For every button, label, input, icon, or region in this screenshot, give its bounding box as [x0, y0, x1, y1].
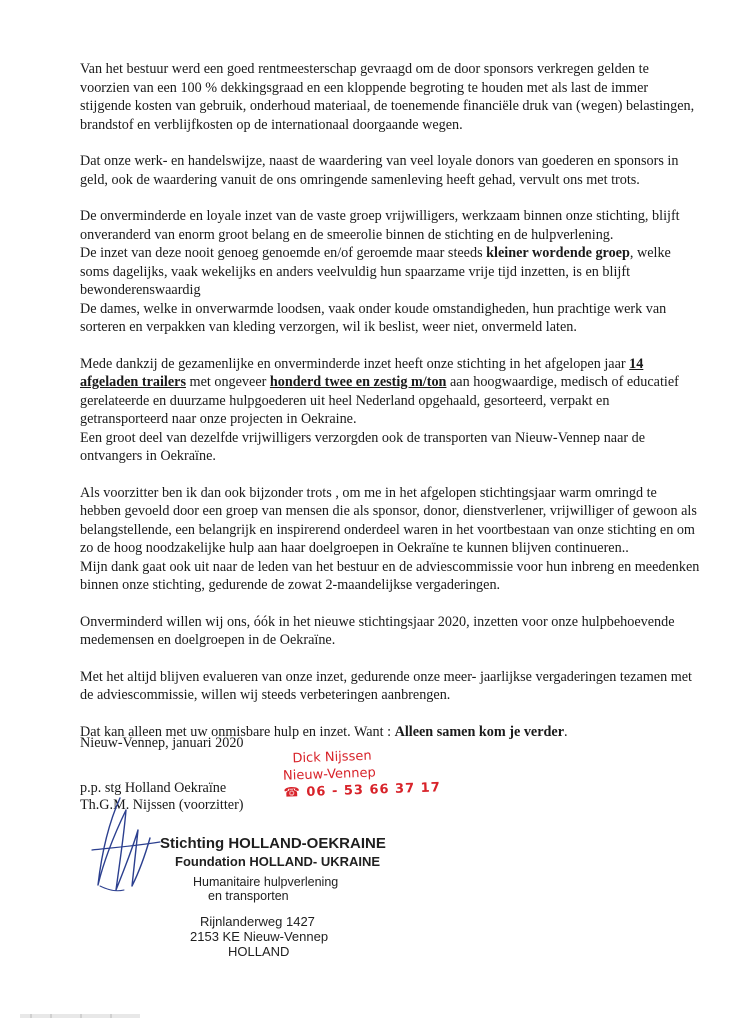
stamp-name: Dick Nijssen: [292, 748, 372, 767]
letter-body: [80, 60, 700, 759]
stamp-title: Stichting HOLLAND-OEKRAINE: [160, 835, 386, 852]
stamp-phone: ☎ 06 - 53 66 37 17: [283, 780, 442, 801]
stamp-postcode: 2153 KE Nieuw-Vennep: [190, 929, 329, 944]
emphasis-trailers: 14 afgeladen trailers: [80, 355, 644, 390]
paragraph-new-year: Onverminderd willen wij ons, óók in het nieuwe stichtingsjaar 2020, inzetten voor onze hulpbehoevende medemensen en doelgroepen in de Oekraïne.: [80, 613, 675, 648]
paragraph-chairman: Als voorzitter ben ik dan ook bijzonder trots , om me in het afgelopen stichtingsjaar warm omringd te hebben gevoeld door een groep van mensen die als sponsor, donor, dienstverlener, vrijwilliger of gewoon als belangstellende, een belangrijk en inspirerend onderdeel waren in het voortbestaan van onze stichting en om zo de hoog noodzakelijke hulp aan haar doelgroepen in Oekraïne te kunnen blijven continueren..: [80, 484, 697, 556]
handwritten-signature: [80, 790, 200, 900]
stamp-subtitle: Foundation HOLLAND- UKRAINE: [175, 854, 381, 869]
paragraph-funding: Van het bestuur werd een goed rentmeesterschap gevraagd om de door sponsors verkregen gelden te voorzien van een 100 % dekkingsgraad en een kloppende begroting te houden met als last de immer stijgende kosten van gebruik, onderhoud materiaal, de toenemende financiële druk van (wegen) belastingen, brandstof en verblijfkosten op de internationaal doorgaande wegen.: [80, 61, 695, 133]
scan-edge-mark: [20, 1012, 140, 1020]
red-contact-stamp: [282, 745, 441, 801]
stamp-activity: Humanitaire hulpverlening: [193, 875, 339, 889]
emphasis-smaller-group: kleiner wordende groep: [486, 245, 630, 261]
paragraph-appreciation: Dat onze werk- en handelswijze, naast de waardering van veel loyale donors van goederen en sponsors in geld, ook de waardering vanuit de ons omringende samenleving heeft gehad, vervult ons met trots.: [80, 153, 679, 188]
place-date: Nieuw-Vennep, januari 2020: [80, 735, 244, 751]
stamp-street: Rijnlanderweg 1427: [200, 914, 315, 929]
paragraph-volunteer-group: De inzet van deze nooit genoeg genoemde en/of geroemde maar steeds kleiner wordende groep, welke soms dagelijks, vaak wekelijks en anders veelvuldig hun spaarzame vrije tijd inzetten, is en blijft bewonderenswaardig: [80, 245, 671, 298]
phone-icon: ☎: [283, 784, 307, 801]
emphasis-tonnage: honderd twee en zestig m/ton: [269, 374, 447, 390]
stamp-country: HOLLAND: [228, 944, 290, 959]
paragraph-transports: Een groot deel van dezelfde vrijwilligers verzorgden ook de transporten van Nieuw-Vennep naar de ontvangers in Oekraïne.: [80, 429, 646, 464]
paragraph-trailers: Mede dankzij de gezamenlijke en onverminderde inzet heeft onze stichting in het afgelopen jaar 14 afgeladen trailers met ongeveer honderd twee en zestig m/ton aan hoogwaardige, medisch of educatief gerelateerde en duurzame hulpgoederen uit heel Nederland opgehaald, gesorteerd, verpakt en getransporteerd naar onze projecten in Oekraine.: [80, 355, 679, 427]
paragraph-evaluation: Met het altijd blijven evalueren van onze inzet, gedurende onze meer- jaarlijkse vergaderingen tezamen met de adviescommissie, willen wij steeds verbeteringen aanbrengen.: [80, 668, 693, 703]
paragraph-thanks-board: Mijn dank gaat ook uit naar de leden van het bestuur en de adviescommissie voor hun inbreng en meedenken binnen onze stichting, gedurende de zowat 2-maandelijkse vergaderingen.: [80, 558, 700, 593]
signoff-signatory: Th.G.M. Nijssen (voorzitter): [80, 797, 244, 813]
paragraph-ladies: De dames, welke in onverwarmde loodsen, vaak onder koude omstandigheden, hun prachtige werk van sorteren en verpakken van kleding verzorgen, wil ik beslist, weer niet, onvermeld laten.: [80, 300, 667, 335]
paragraph-closing: Dat kan alleen met uw onmisbare hulp en inzet. Want : Alleen samen kom je verder.: [80, 723, 568, 740]
signoff-organisation: p.p. stg Holland Oekraïne: [80, 780, 227, 796]
stamp-city: Nieuw-Vennep: [282, 765, 377, 784]
paragraph-volunteers: De onverminderde en loyale inzet van de vaste groep vrijwilligers, werkzaam binnen onze stichting, blijft onveranderd van enorm groot belang en de smeerolie binnen de stichting en de hulpverlening.: [80, 208, 680, 243]
emphasis-motto: Alleen samen kom je verder: [394, 723, 564, 740]
stamp-activity-2: en transporten: [208, 889, 289, 903]
